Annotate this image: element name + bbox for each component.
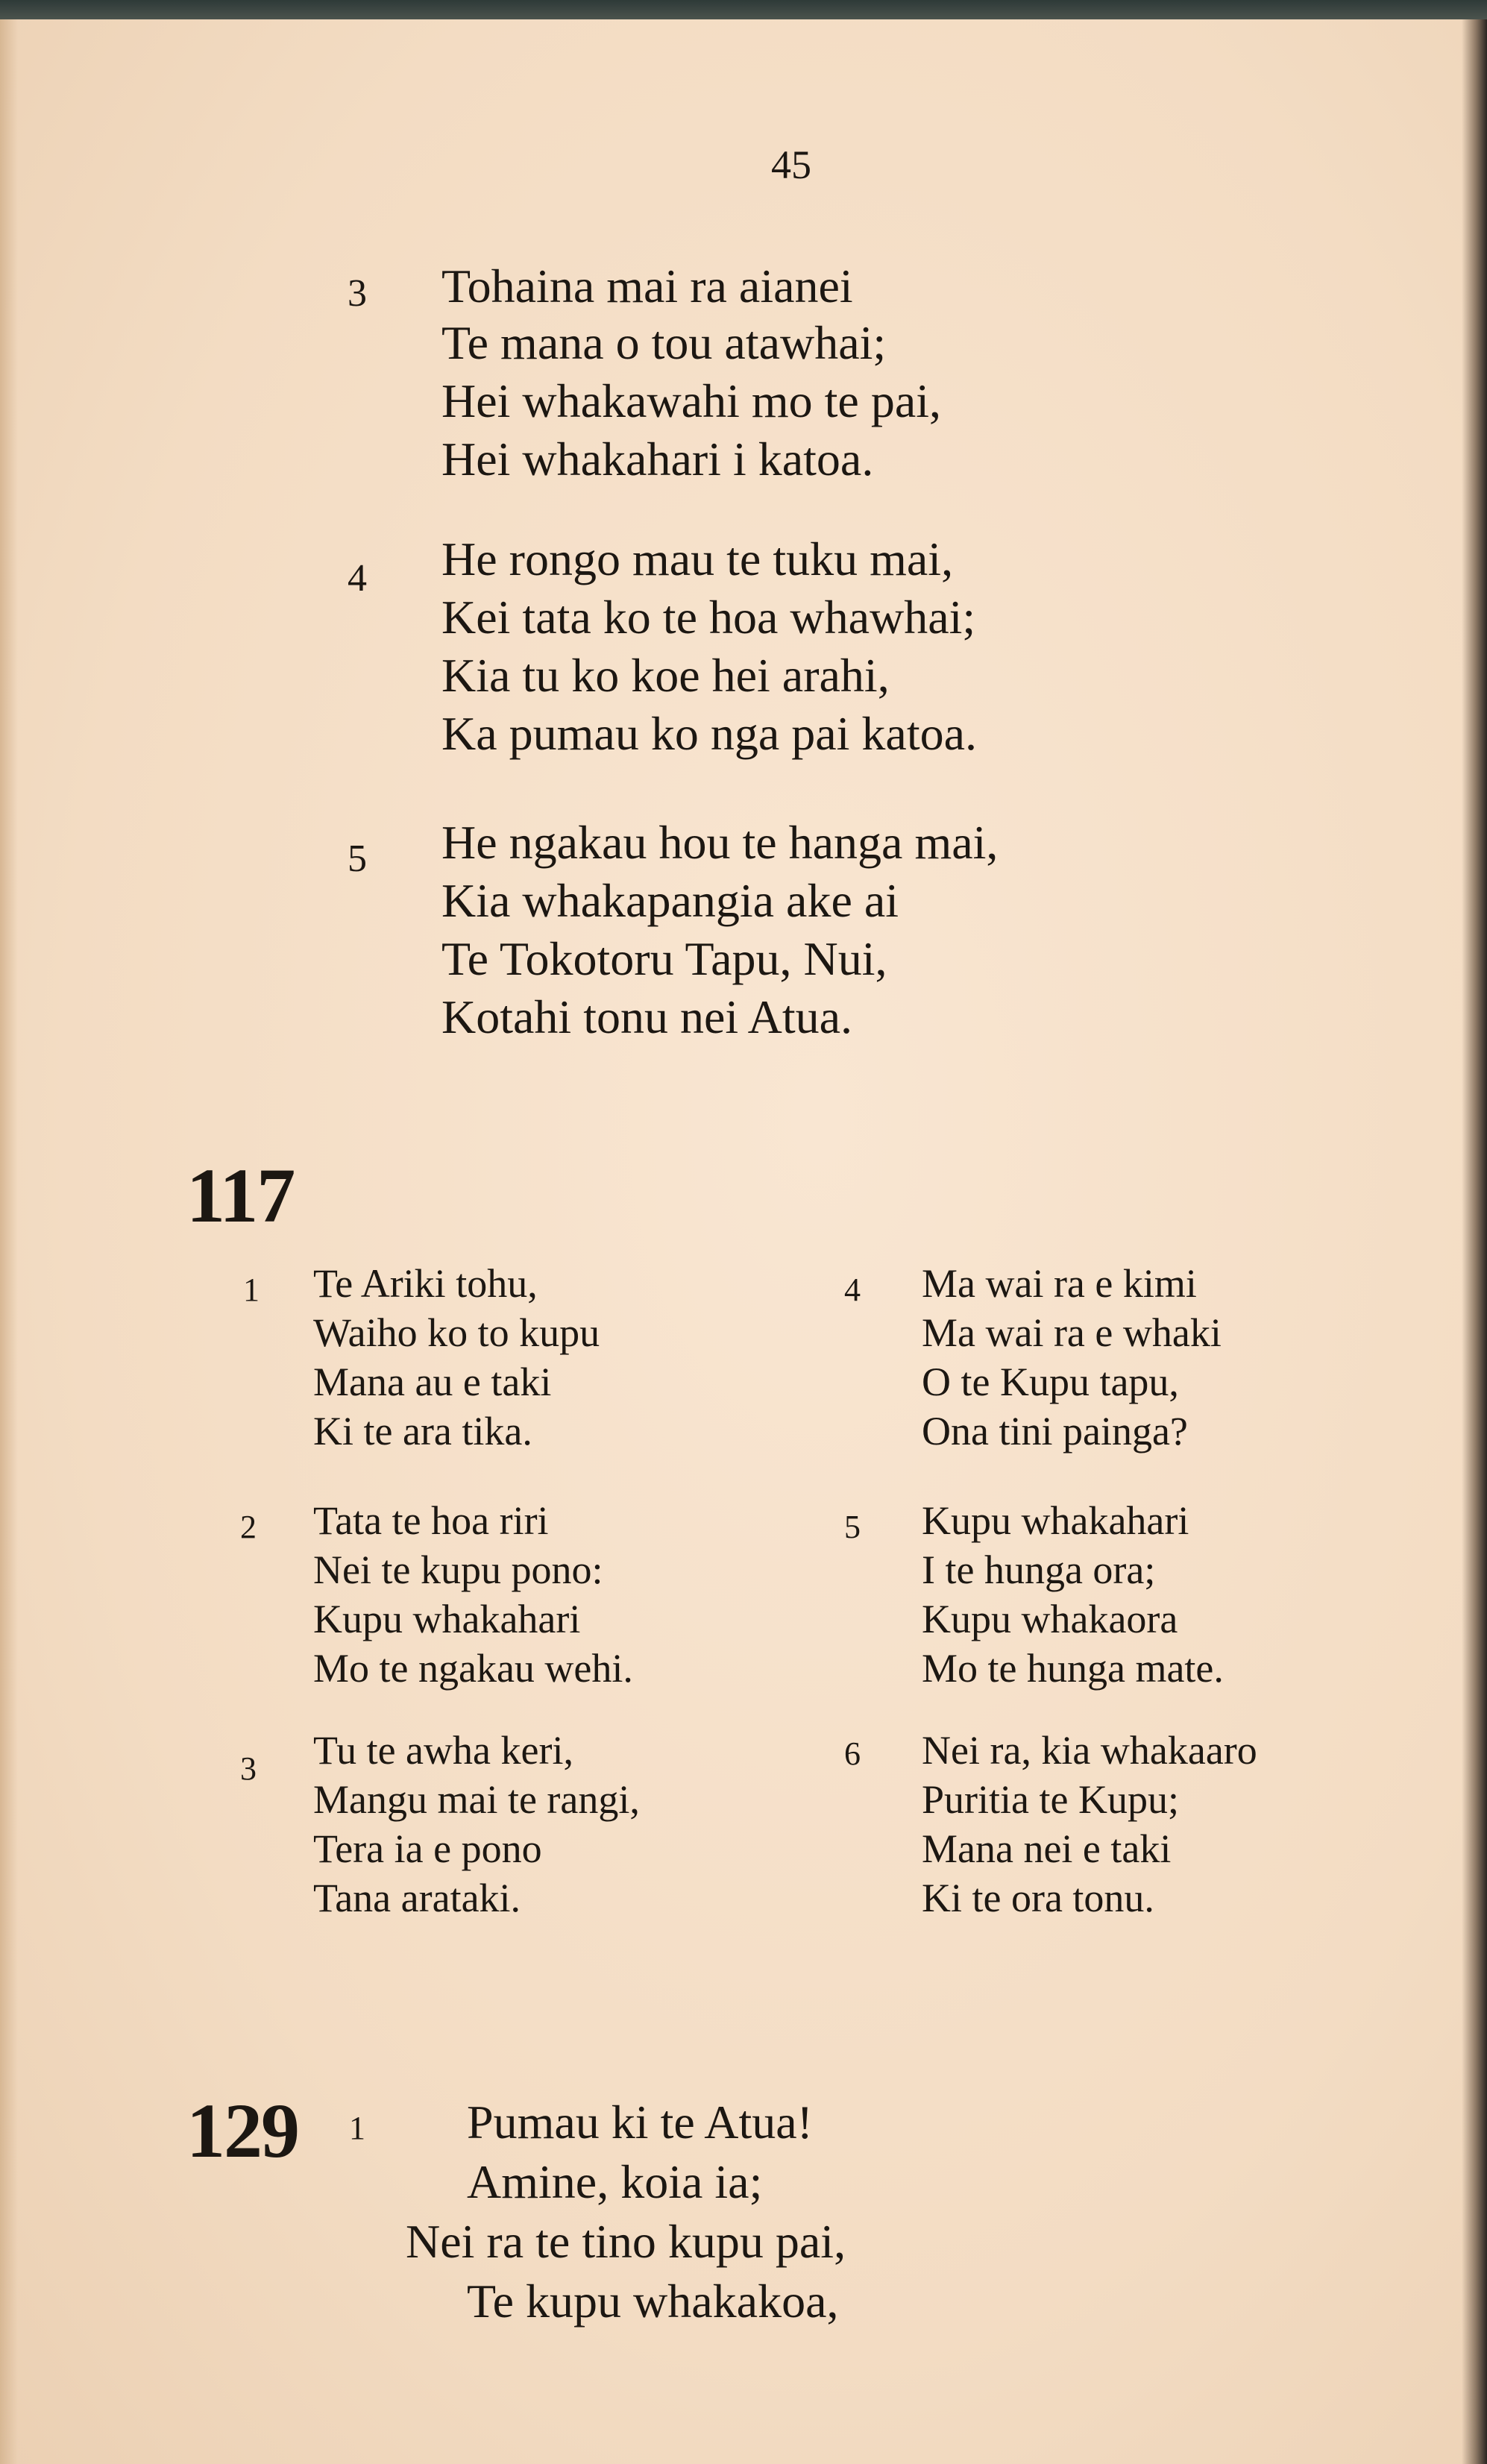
verse-line: Hei whakahari i katoa. [441,433,874,485]
verse-line: Kia tu ko koe hei arahi, [441,649,890,702]
verse-line: Mana nei e taki [922,1826,1172,1871]
verse-line: Puritia te Kupu; [922,1777,1179,1822]
verse-line: Nei te kupu pono: [313,1547,603,1592]
verse-line: Kei tata ko te hoa whawhai; [441,591,976,644]
verse-line: Ona tini painga? [922,1409,1188,1453]
page-number: 45 [771,142,811,187]
verse-line: Nei ra, kia whakaaro [922,1728,1257,1773]
verse-line: Nei ra te tino kupu pai, [406,2215,846,2268]
verse-line: O te Kupu tapu, [922,1360,1179,1404]
verse-line: Te Tokotoru Tapu, Nui, [441,932,887,985]
verse-number: 4 [348,557,367,600]
verse-line: Te mana o tou atawhai; [441,316,887,369]
verse-number: 3 [240,1750,257,1787]
verse-line: Mo te ngakau wehi. [313,1646,633,1691]
page-edge-shadow [1462,19,1487,2464]
verse-line: I te hunga ora; [922,1547,1156,1592]
verse-line: Ka pumau ko nga pai katoa. [441,707,977,760]
book-top-edge [0,0,1487,19]
verse-line: Mo te hunga mate. [922,1646,1224,1691]
verse-number: 1 [243,1272,260,1308]
verse-line: Tohaina mai ra aianei [441,260,853,312]
verse-line: Ma wai ra e whaki [922,1310,1222,1355]
verse-line: Amine, koia ia; [467,2155,763,2208]
hymn-number: 117 [186,1153,295,1239]
verse-number: 5 [844,1509,861,1545]
verse-line: Tata te hoa riri [313,1498,549,1543]
verse-line: He rongo mau te tuku mai, [441,532,954,585]
verse-line: Mana au e taki [313,1360,552,1404]
verse-line: He ngakau hou te hanga mai, [441,816,999,869]
hymn-number: 129 [186,2088,298,2174]
verse-number: 3 [348,272,367,315]
verse-line: Te kupu whakakoa, [467,2275,839,2328]
verse-line: Tu te awha keri, [313,1728,573,1773]
verse-line: Tana arataki. [313,1876,521,1920]
verse-number: 2 [240,1509,257,1545]
verse-line: Kia whakapangia ake ai [441,874,899,927]
verse-line: Tera ia e pono [313,1826,542,1871]
verse-line: Mangu mai te rangi, [313,1777,640,1822]
verse-number: 6 [844,1735,861,1772]
verse-line: Ma wai ra e kimi [922,1261,1197,1306]
verse-line: Kupu whakahari [922,1498,1189,1543]
verse-line: Ki te ora tonu. [922,1876,1154,1920]
verse-line: Ki te ara tika. [313,1409,532,1453]
verse-line: Kupu whakahari [313,1597,581,1641]
verse-number: 5 [348,837,367,880]
verse-line: Pumau ki te Atua! [467,2096,813,2149]
verse-line: Te Ariki tohu, [313,1261,538,1306]
verse-number: 4 [844,1272,861,1308]
verse-line: Hei whakawahi mo te pai, [441,374,941,427]
verse-line: Kotahi tonu nei Atua. [441,990,853,1043]
verse-number: 1 [349,2110,365,2146]
verse-line: Kupu whakaora [922,1597,1178,1641]
verse-line: Waiho ko to kupu [313,1310,600,1355]
page-gutter-shadow [0,19,18,2464]
